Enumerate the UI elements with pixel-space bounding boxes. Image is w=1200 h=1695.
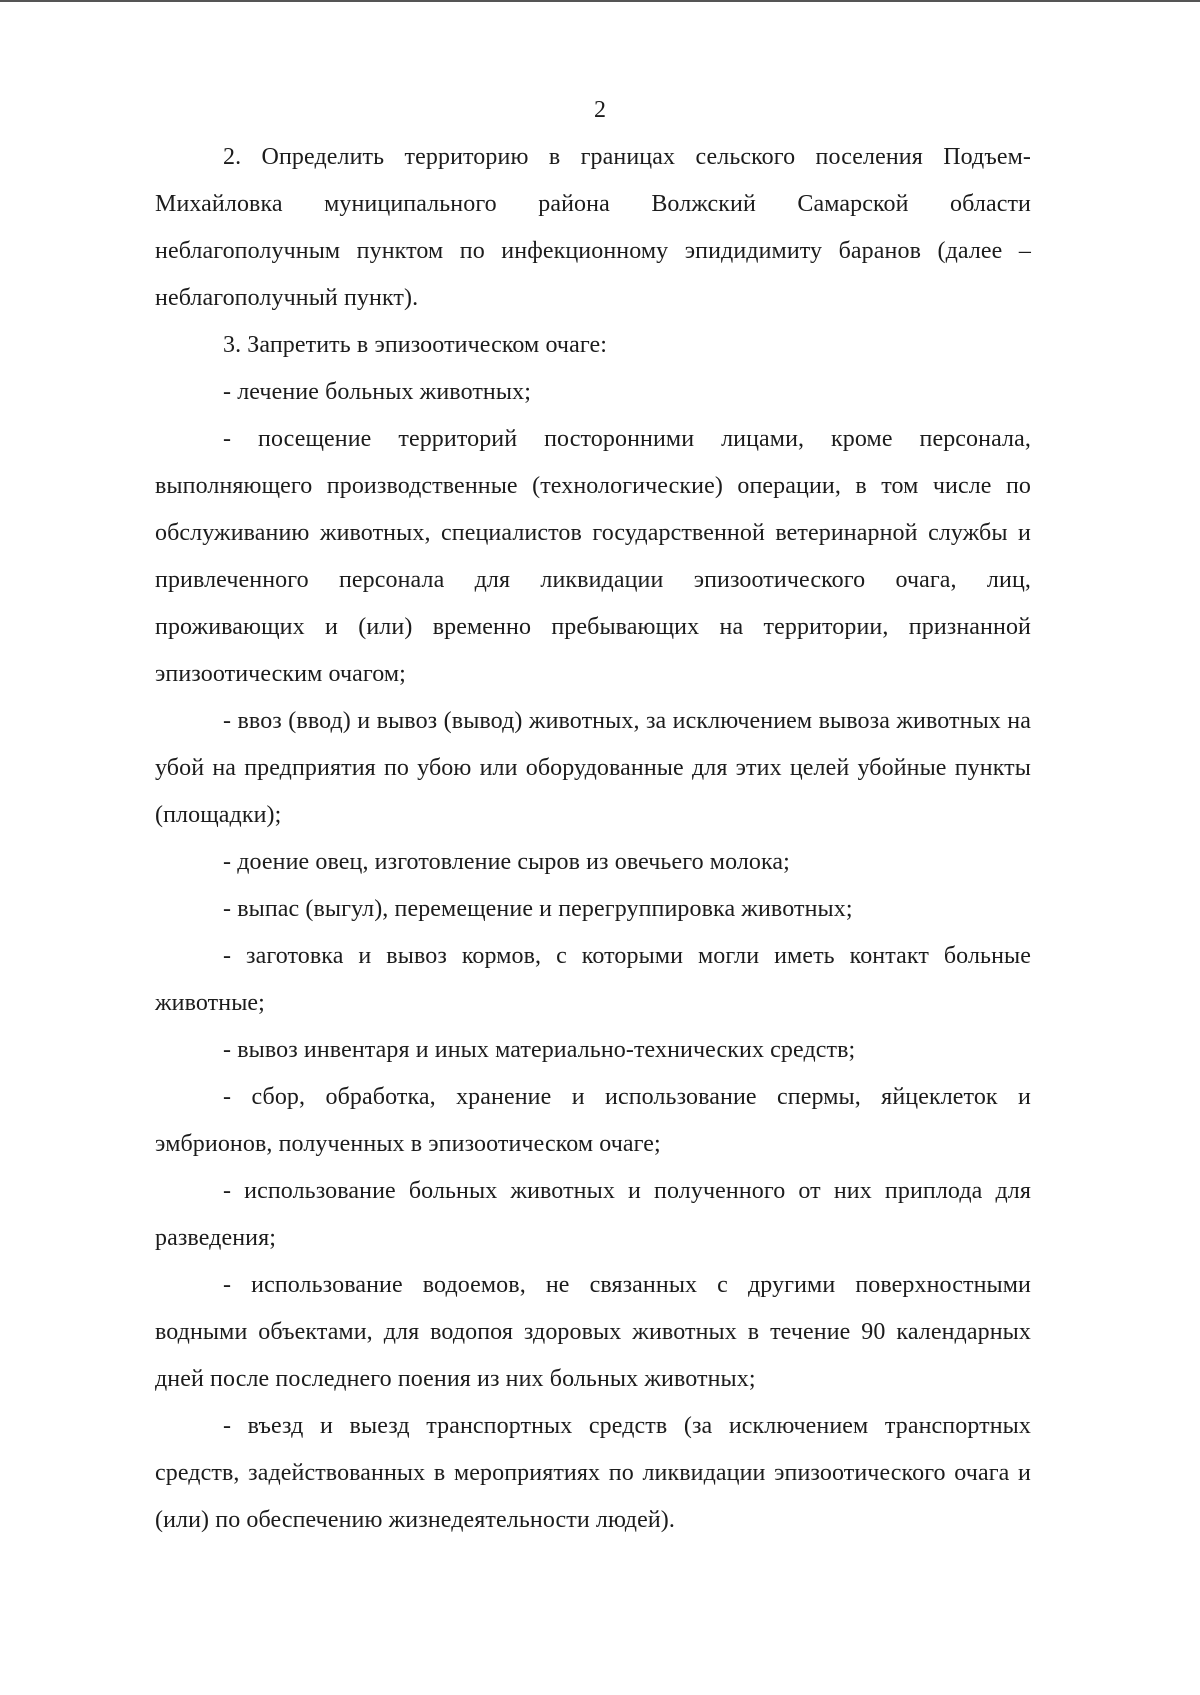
list-item-milking: - доение овец, изготовление сыров из овечьего молока; bbox=[223, 849, 790, 875]
list-item-feed: - заготовка и вывоз кормов, с которыми могли иметь контакт больные животные; bbox=[155, 943, 1031, 1016]
paragraph-prohibitions-heading: 3. Запретить в эпизоотическом очаге: bbox=[223, 332, 607, 358]
list-item-animal-transport: - ввоз (ввод) и вывоз (вывод) животных, за исключением вывоза животных на убой на предприятия по убою или оборудованные для этих целей убойные пункты (площадки); bbox=[155, 708, 1031, 828]
list-item-grazing: - выпас (выгул), перемещение и перегруппировка животных; bbox=[223, 896, 853, 922]
list-item-inventory: - вывоз инвентаря и иных материально-технических средств; bbox=[223, 1037, 856, 1063]
list-item-vehicles: - въезд и выезд транспортных средств (за исключением транспортных средств, задействованных в мероприятиях по ликвидации эпизоотического очага и (или) по обеспечению жизнедеятельности людей). bbox=[155, 1413, 1031, 1533]
list-item-visits: - посещение территорий посторонними лицами, кроме персонала, выполняющего производственные (технологические) операции, в том числе по обслуживанию животных, специалистов государственной ветеринарной службы и привлеченного персонала для ликвидации эпизоотического очага, лиц, проживающих и (или) временно пребывающих на территории, признанной эпизоотическим очагом; bbox=[155, 426, 1031, 687]
page-top-edge bbox=[0, 0, 1200, 2]
page-number: 2 bbox=[594, 97, 606, 123]
list-item-treatment: - лечение больных животных; bbox=[223, 379, 531, 405]
list-item-breeding: - использование больных животных и полученного от них приплода для разведения; bbox=[155, 1178, 1031, 1251]
document-body bbox=[155, 134, 1031, 1544]
list-item-sperm: - сбор, обработка, хранение и использование спермы, яйцеклеток и эмбрионов, полученных в эпизоотическом очаге; bbox=[155, 1084, 1031, 1157]
paragraph-territory: 2. Определить территорию в границах сельского поселения Подъем-Михайловка муниципального района Волжский Самарской области неблагополучным пунктом по инфекционному эпидидимиту баранов (далее – неблагополучный пункт). bbox=[155, 144, 1031, 311]
list-item-water: - использование водоемов, не связанных с другими поверхностными водными объектами, для водопоя здоровых животных в течение 90 календарных дней после последнего поения из них больных животных; bbox=[155, 1272, 1031, 1392]
